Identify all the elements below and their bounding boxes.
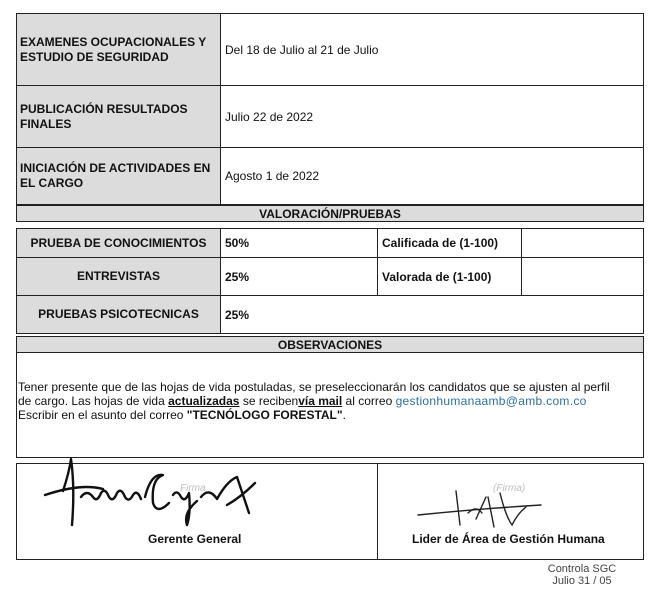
prueba-percent <box>220 228 378 258</box>
psicotecnicas-name-text: PRUEBAS PSICOTECNICAS <box>38 307 199 321</box>
obs-email[interactable]: gestionhumanaamb@amb.com.co <box>395 394 587 408</box>
psicotecnicas-name <box>16 295 221 334</box>
entrevistas-note <box>377 257 522 296</box>
prueba-name-text: PRUEBA DE CONOCIMIENTOS <box>30 235 207 250</box>
left-firma-hint: Firma <box>180 483 206 494</box>
obs-actualizadas: actualizadas <box>168 394 240 408</box>
footer-line-1: Controla SGC <box>547 563 617 575</box>
observaciones-header <box>16 336 644 353</box>
obs-line-1-text: Tener presente que de las hojas de vida postuladas, se preseleccionarán los candidatos que se ajusten al perfil <box>18 380 610 394</box>
prueba-note-text: Calificada de (1-100) <box>382 236 499 250</box>
obs-line-2e: al correo <box>342 394 396 408</box>
left-signature-image <box>41 453 271 533</box>
schedule-value: Julio 22 de 2022 <box>225 109 314 124</box>
observaciones-text <box>16 380 646 422</box>
right-firma-hint: (Firma) <box>493 483 526 494</box>
left-signature-role: Gerente General <box>148 532 242 546</box>
obs-line-2a: de cargo. Las hojas de vida <box>18 394 169 408</box>
schedule-label: INICIACIÓN DE ACTIVIDADES EN EL CARGO <box>20 161 211 190</box>
entrevistas-score-cell <box>521 257 644 296</box>
schedule-value: Del 18 de Julio al 21 de Julio <box>225 42 379 57</box>
footer-control <box>532 563 632 587</box>
schedule-value-start <box>220 147 644 205</box>
observaciones-header-text: OBSERVACIONES <box>277 337 383 352</box>
prueba-name <box>16 228 221 258</box>
entrevistas-name <box>16 257 221 296</box>
schedule-value-exams <box>220 13 644 86</box>
prueba-percent-text: 50% <box>225 236 250 250</box>
obs-line-3c: . <box>342 408 346 422</box>
obs-line-3 <box>18 408 646 422</box>
psicotecnicas-percent <box>220 295 644 334</box>
entrevistas-percent <box>220 257 378 296</box>
prueba-note <box>377 228 522 258</box>
schedule-label: PUBLICACIÓN RESULTADOS FINALES <box>20 101 188 131</box>
obs-cargo-name: "TECNÓLOGO FORESTAL" <box>186 408 343 422</box>
schedule-label-results <box>16 85 221 148</box>
obs-line-1 <box>18 380 646 394</box>
prueba-score-cell <box>521 228 644 258</box>
obs-via-mail: vía mail <box>298 394 343 408</box>
schedule-label: EXAMENES OCUPACIONALES Y ESTUDIO DE SEGURIDAD <box>20 34 207 64</box>
obs-line-3a: Escribir en el asunto del correo <box>18 408 187 422</box>
schedule-value-results <box>220 85 644 148</box>
entrevistas-percent-text: 25% <box>225 269 250 284</box>
right-signature-role: Lider de Área de Gestión Humana <box>412 532 605 546</box>
valoracion-header-text: VALORACIÓN/PRUEBAS <box>259 206 401 221</box>
psicotecnicas-percent-text: 25% <box>225 307 250 322</box>
schedule-label-start <box>16 147 221 205</box>
entrevistas-note-text: Valorada de (1-100) <box>382 269 492 284</box>
schedule-value: Agosto 1 de 2022 <box>225 169 320 183</box>
right-signature-image <box>416 483 546 533</box>
obs-line-2 <box>18 394 646 408</box>
valoracion-header <box>16 205 644 222</box>
entrevistas-name-text: ENTREVISTAS <box>76 269 161 283</box>
obs-line-2c: se reciben <box>239 394 299 408</box>
schedule-label-exams <box>16 13 221 86</box>
footer-line-2: Julio 31 / 05 <box>552 575 612 587</box>
